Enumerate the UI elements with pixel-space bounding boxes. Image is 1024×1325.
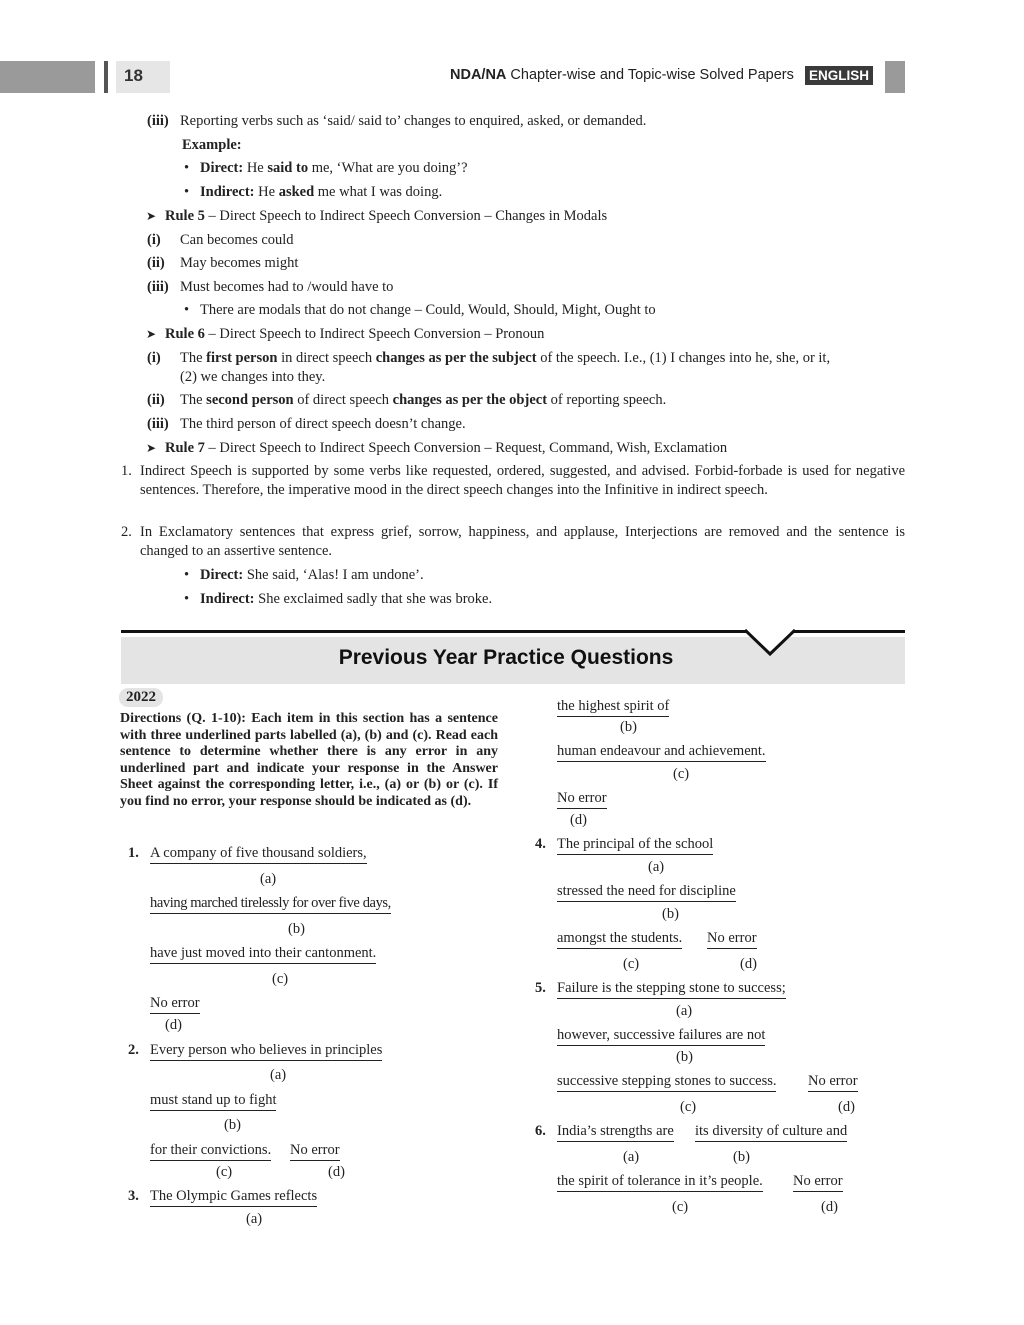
question-number: 3.	[128, 1188, 139, 1204]
point-text: In Exclamatory sentences that express grief, sorrow, happiness, and applause, Interjections are removed and the sentence is changed to an assertive sentence.	[140, 524, 905, 559]
arrow-icon: ➤	[146, 209, 157, 223]
label-a: (a)	[260, 871, 277, 887]
arrow-icon: ➤	[146, 441, 157, 455]
directions: Directions (Q. 1-10): Each item in this section has a sentence with three underlined parts labelled (a), (b) and (c). Read each sentence to determine whether there is any error in any underlined part and indicate your response in the Answer Sheet against the corresponding letter, i.e., (a) or (b) or (c). If you find no error, your response should be indicated as (d).	[120, 711, 498, 809]
point-number: 1.	[121, 463, 132, 479]
rule-note: • There are modals that do not change – Could, Would, Should, Might, Ought to	[200, 301, 656, 319]
q5-part-d: No error	[808, 1072, 858, 1092]
label-a: (a)	[246, 1211, 263, 1227]
label-d: (d)	[740, 956, 757, 972]
header-bar-right	[885, 61, 905, 93]
item-label: (iii)	[147, 279, 169, 295]
header-divider	[104, 61, 108, 93]
item-label: (iii)	[147, 416, 169, 432]
point-number: 2.	[121, 524, 132, 540]
rule-text: The second person of direct speech changes as per the object of reporting speech.	[180, 392, 667, 408]
item-label: (ii)	[147, 255, 165, 271]
point-text: Indirect Speech is supported by some verbs like requested, ordered, suggested, and advised. Forbid-forbade is used for negative sentences. Therefore, the imperative mood in the direct speech changes into the Infinitive in indirect speech.	[140, 463, 905, 498]
label-b: (b)	[288, 921, 305, 937]
q3-part-d: No error	[557, 789, 607, 809]
item-label: (iii)	[147, 113, 169, 129]
q5-part-c: successive stepping stones to success.	[557, 1072, 776, 1092]
label-d: (d)	[838, 1099, 855, 1115]
section-title: Previous Year Practice Questions	[338, 646, 674, 669]
label-b: (b)	[662, 906, 679, 922]
item-label: (ii)	[147, 392, 165, 408]
label-b: (b)	[620, 719, 637, 735]
label-c: (c)	[272, 971, 289, 987]
q1-part-b: having marched tirelessly for over five days,	[150, 894, 391, 914]
q2-part-a: Every person who believes in principles	[150, 1041, 382, 1061]
q6-part-b: its diversity of culture and	[695, 1122, 847, 1142]
label-b: (b)	[676, 1049, 693, 1065]
label-c: (c)	[672, 1199, 689, 1215]
example-direct: • Direct: He said to me, ‘What are you doing’?	[200, 159, 468, 177]
question-number: 6.	[535, 1123, 546, 1139]
question-number: 2.	[128, 1042, 139, 1058]
q2-part-c: for their convictions.	[150, 1141, 271, 1161]
q3-part-b: the highest spirit of	[557, 697, 669, 717]
label-d: (d)	[165, 1017, 182, 1033]
rule-text: Must becomes had to /would have to	[180, 279, 394, 295]
header-bar-left	[0, 61, 95, 93]
label-c: (c)	[673, 766, 690, 782]
rule-text: Reporting verbs such as ‘said/ said to’ changes to enquired, asked, or demanded.	[180, 113, 647, 129]
question-number: 5.	[535, 980, 546, 996]
label-d: (d)	[821, 1199, 838, 1215]
q6-part-d: No error	[793, 1172, 843, 1192]
running-title: NDA/NA Chapter-wise and Topic-wise Solved Papers	[450, 67, 794, 83]
label-d: (d)	[570, 812, 587, 828]
label-a: (a)	[270, 1067, 287, 1083]
q1-part-c: have just moved into their cantonment.	[150, 944, 376, 964]
example-direct: • Direct: She said, ‘Alas! I am undone’.	[200, 566, 424, 584]
example-indirect: • Indirect: He asked me what I was doing.	[200, 183, 442, 201]
q1-part-d: No error	[150, 994, 200, 1014]
rule-text: Can becomes could	[180, 232, 294, 248]
rule-7-heading: Rule 7 – Direct Speech to Indirect Speech Conversion – Request, Command, Wish, Exclamation	[165, 440, 728, 456]
label-b: (b)	[733, 1149, 750, 1165]
label-c: (c)	[216, 1164, 233, 1180]
rule-6-heading: Rule 6 – Direct Speech to Indirect Speech Conversion – Pronoun	[165, 326, 545, 342]
label-a: (a)	[676, 1003, 693, 1019]
q6-part-a: India’s strengths are	[557, 1122, 674, 1142]
page-number: 18	[124, 66, 143, 85]
rule-text: May becomes might	[180, 255, 299, 271]
rule-text: The third person of direct speech doesn’t change.	[180, 416, 466, 432]
label-c: (c)	[623, 956, 640, 972]
label-a: (a)	[623, 1149, 640, 1165]
q4-part-d: No error	[707, 929, 757, 949]
example-label: Example:	[182, 137, 242, 153]
rule-text-continued: (2) we changes into they.	[180, 369, 326, 385]
q4-part-a: The principal of the school	[557, 835, 713, 855]
q4-part-c: amongst the students.	[557, 929, 682, 949]
label-c: (c)	[680, 1099, 697, 1115]
q3-part-a: The Olympic Games reflects	[150, 1187, 317, 1207]
q4-part-b: stressed the need for discipline	[557, 882, 736, 902]
example-indirect: • Indirect: She exclaimed sadly that she was broke.	[200, 590, 492, 608]
subject-badge: ENGLISH	[805, 66, 873, 85]
item-label: (i)	[147, 232, 161, 248]
arrow-icon: ➤	[146, 327, 157, 341]
item-label: (i)	[147, 350, 161, 366]
rule-5-heading: Rule 5 – Direct Speech to Indirect Speech Conversion – Changes in Modals	[165, 208, 608, 224]
label-a: (a)	[648, 859, 665, 875]
q1-part-a: A company of five thousand soldiers,	[150, 844, 367, 864]
q2-part-b: must stand up to fight	[150, 1091, 276, 1111]
question-number: 4.	[535, 836, 546, 852]
q5-part-a: Failure is the stepping stone to success;	[557, 979, 786, 999]
q6-part-c: the spirit of tolerance in it’s people.	[557, 1172, 763, 1192]
year-badge: 2022	[119, 688, 163, 707]
q5-part-b: however, successive failures are not	[557, 1026, 765, 1046]
q3-part-c: human endeavour and achievement.	[557, 742, 766, 762]
rule-text: The first person in direct speech changes as per the subject of the speech. I.e., (1) I changes into he, she, or it,	[180, 350, 831, 366]
label-d: (d)	[328, 1164, 345, 1180]
label-b: (b)	[224, 1117, 241, 1133]
q2-part-d: No error	[290, 1141, 340, 1161]
question-number: 1.	[128, 845, 139, 861]
